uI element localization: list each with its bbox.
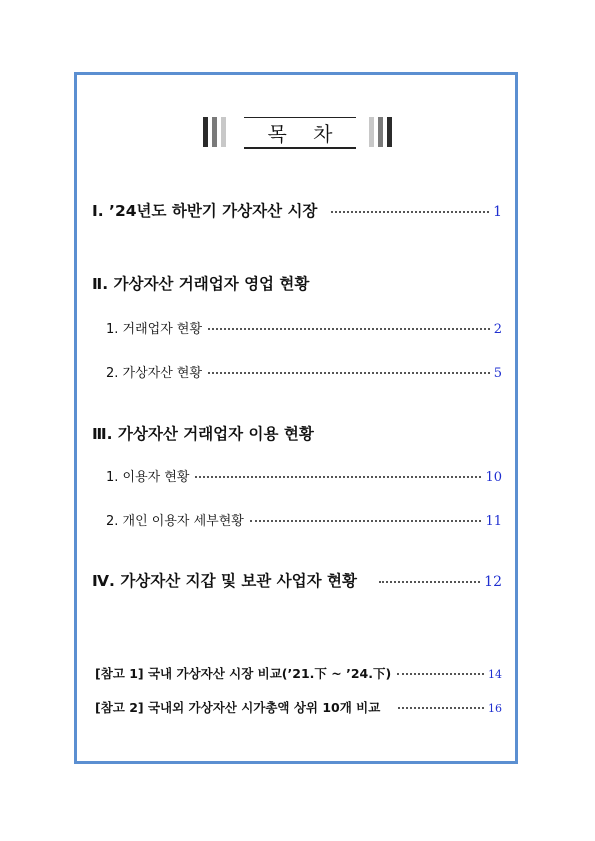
toc-entry-label: 1. 이용자 현황 — [106, 470, 190, 485]
toc-entry-3-1[interactable] — [106, 466, 502, 485]
toc-entry-section-4[interactable] — [92, 569, 502, 591]
toc-entry-label: [참고 1] 국내 가상자산 시장 비교(’21.下 ~ ’24.下) — [95, 666, 392, 681]
toc-entry-label: Ⅳ. 가상자산 지갑 및 보관 사업자 현황 — [92, 572, 357, 590]
title-decoration-right — [369, 117, 392, 147]
leader-dots — [208, 372, 490, 374]
toc-entry-2-2[interactable] — [106, 362, 502, 381]
leader-dots — [398, 707, 484, 709]
toc-entry-label: [참고 2] 국내외 가상자산 시가총액 상위 10개 비교 — [95, 700, 381, 715]
toc-entry-page: 11 — [485, 514, 502, 529]
toc-entry-label: 2. 개인 이용자 세부현황 — [106, 514, 244, 529]
leader-dots — [250, 520, 482, 522]
toc-entry-section-2[interactable] — [92, 272, 309, 294]
toc-title: 목 차 — [244, 117, 356, 149]
leader-dots — [331, 211, 489, 213]
toc-entry-section-3[interactable] — [92, 422, 314, 444]
toc-entry-page: 14 — [488, 668, 502, 681]
toc-entry-page: 12 — [484, 574, 502, 590]
toc-entry-page: 10 — [485, 470, 502, 485]
leader-dots — [208, 328, 490, 330]
toc-entry-section-1[interactable] — [92, 199, 502, 221]
toc-entry-label: 1. 거래업자 현황 — [106, 322, 203, 337]
toc-entry-2-1[interactable] — [106, 318, 502, 337]
toc-entry-label: Ⅰ. ’24년도 하반기 가상자산 시장 — [92, 202, 318, 220]
toc-entry-label: Ⅲ. 가상자산 거래업자 이용 현황 — [92, 425, 314, 443]
toc-entry-page: 1 — [493, 204, 502, 220]
leader-dots — [397, 673, 484, 675]
toc-entry-reference-1[interactable] — [95, 664, 502, 682]
toc-entry-label: 2. 가상자산 현황 — [106, 366, 203, 381]
toc-entry-page: 5 — [493, 366, 502, 381]
leader-dots — [379, 581, 480, 583]
title-decoration-left — [203, 117, 226, 147]
toc-frame — [74, 72, 518, 764]
toc-entry-3-2[interactable] — [106, 510, 502, 529]
leader-dots — [195, 476, 481, 478]
toc-entry-page: 2 — [493, 322, 502, 337]
toc-entry-label: Ⅱ. 가상자산 거래업자 영업 현황 — [92, 275, 310, 293]
toc-entry-reference-2[interactable] — [95, 698, 502, 716]
toc-entry-page: 16 — [488, 702, 502, 715]
